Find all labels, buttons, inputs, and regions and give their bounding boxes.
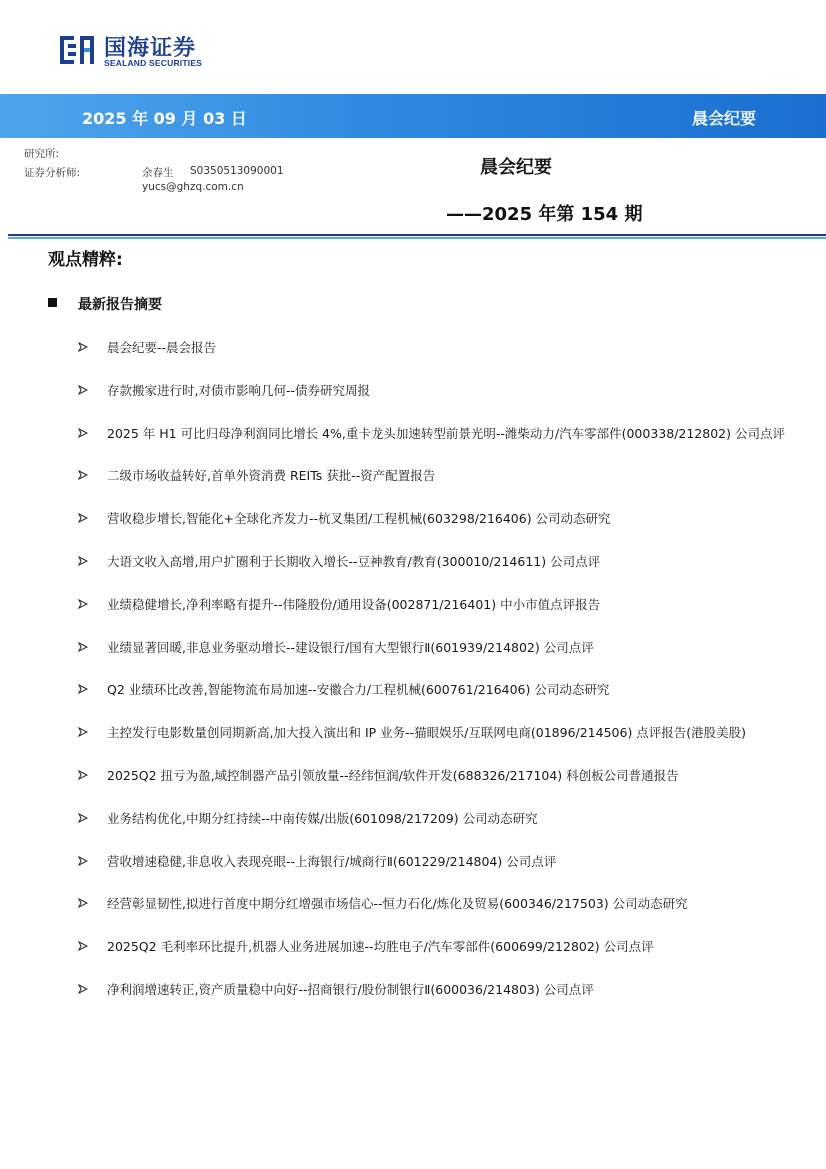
arrow-bullet-icon — [78, 984, 88, 994]
report-list-item[interactable] — [78, 551, 790, 573]
sealand-logo-icon — [58, 32, 98, 68]
institute-label: 研究所: — [24, 148, 60, 160]
page-title: 晨会纪要 — [480, 157, 552, 178]
report-list-item-text: 净利润增速转正,资产质量稳中向好--招商银行/股份制银行Ⅱ(600036/214803) 公司点评 — [107, 981, 594, 997]
brand-name-cn: 国海证券 — [104, 36, 197, 61]
header-divider-accent — [8, 237, 826, 239]
header-divider — [8, 234, 826, 236]
report-list-item[interactable] — [78, 337, 790, 359]
report-list-item[interactable] — [78, 808, 790, 830]
report-list-item-text: 存款搬家进行时,对债市影响几何--债券研究周报 — [107, 382, 370, 398]
report-list-item-text: 业务结构优化,中期分红持续--中南传媒/出版(601098/217209) 公司动态研究 — [107, 810, 538, 826]
report-list-item-text: 2025Q2 扭亏为盈,域控制器产品引领放量--经纬恒润/软件开发(688326/217104) 科创板公司普通报告 — [107, 767, 679, 783]
arrow-bullet-icon — [78, 428, 88, 438]
report-list-item[interactable] — [78, 722, 790, 744]
report-list-item-text: 营收稳步增长,智能化+全球化齐发力--杭叉集团/工程机械(603298/216406) 公司动态研究 — [107, 511, 611, 527]
report-list-item-text: 业绩显著回暖,非息业务驱动增长--建设银行/国有大型银行Ⅱ(601939/214802) 公司点评 — [107, 639, 594, 655]
analyst-email[interactable]: yucs@ghzq.com.cn — [142, 181, 244, 193]
report-list-item[interactable] — [78, 423, 790, 445]
report-list-item[interactable] — [78, 936, 790, 958]
report-list-item[interactable] — [78, 508, 790, 530]
header-banner — [0, 94, 826, 138]
analyst-name: 余春生 — [142, 167, 174, 179]
analyst-label: 证券分析师: — [24, 167, 81, 179]
arrow-bullet-icon — [78, 898, 88, 908]
report-list-item[interactable] — [78, 893, 790, 915]
section-title: 观点精粹: — [48, 250, 123, 270]
arrow-bullet-icon — [78, 856, 88, 866]
report-list-item[interactable] — [78, 979, 790, 1001]
report-list-item-text: 二级市场收益转好,首单外资消费 REITs 获批--资产配置报告 — [107, 468, 436, 484]
report-list-item[interactable] — [78, 594, 790, 616]
report-list-item[interactable] — [78, 465, 790, 487]
report-list-item-text: 主控发行电影数量创同期新高,加大投入演出和 IP 业务--猫眼娱乐/互联网电商(01896/214506) 点评报告(港股美股) — [107, 725, 747, 741]
report-list-item[interactable] — [78, 637, 790, 659]
report-date: 2025 年 09 月 03 日 — [82, 109, 247, 128]
report-list-item-text: 营收增速稳健,非息收入表现亮眼--上海银行/城商行Ⅱ(601229/214804) 公司点评 — [107, 853, 557, 869]
report-list-item[interactable] — [78, 380, 790, 402]
arrow-bullet-icon — [78, 470, 88, 480]
report-list-item-text: 业绩稳健增长,净利率略有提升--伟隆股份/通用设备(002871/216401) 中小市值点评报告 — [107, 596, 601, 612]
arrow-bullet-icon — [78, 684, 88, 694]
report-list-item[interactable] — [78, 679, 790, 701]
report-type: 晨会纪要 — [691, 109, 756, 128]
report-list-item-text: 2025 年 H1 可比归母净利润同比增长 4%,重卡龙头加速转型前景光明--潍柴动力/汽车零部件(000338/212802) 公司点评 — [107, 425, 785, 441]
arrow-bullet-icon — [78, 513, 88, 523]
report-list-item-text: 经营彰显韧性,拟进行首度中期分红增强市场信心--恒力石化/炼化及贸易(600346/217503) 公司动态研究 — [107, 896, 688, 912]
report-list-item-text: Q2 业绩环比改善,智能物流布局加速--安徽合力/工程机械(600761/216406) 公司动态研究 — [107, 682, 610, 698]
brand-name-en: SEALAND SECURITIES — [104, 58, 203, 68]
analyst-cert: S0350513090001 — [190, 165, 284, 177]
report-list-item-text: 晨会纪要--晨会报告 — [107, 340, 217, 355]
report-list-item[interactable] — [78, 765, 790, 787]
square-bullet-icon — [48, 298, 57, 307]
report-list-item-text: 2025Q2 毛利率环比提升,机器人业务进展加速--均胜电子/汽车零部件(600699/212802) 公司点评 — [107, 939, 654, 955]
report-list-item[interactable] — [78, 851, 790, 873]
issue-number: ——2025 年第 154 期 — [446, 204, 643, 225]
arrow-bullet-icon — [78, 599, 88, 609]
report-summary-list — [78, 337, 790, 1022]
report-list-item-text: 大语文收入高增,用户扩圈利于长期收入增长--豆神教育/教育(300010/214611) 公司点评 — [107, 553, 601, 569]
arrow-bullet-icon — [78, 642, 88, 652]
arrow-bullet-icon — [78, 813, 88, 823]
arrow-bullet-icon — [78, 556, 88, 566]
arrow-bullet-icon — [78, 941, 88, 951]
arrow-bullet-icon — [78, 342, 88, 352]
arrow-bullet-icon — [78, 770, 88, 780]
arrow-bullet-icon — [78, 727, 88, 737]
arrow-bullet-icon — [78, 385, 88, 395]
subsection-label: 最新报告摘要 — [78, 297, 162, 313]
